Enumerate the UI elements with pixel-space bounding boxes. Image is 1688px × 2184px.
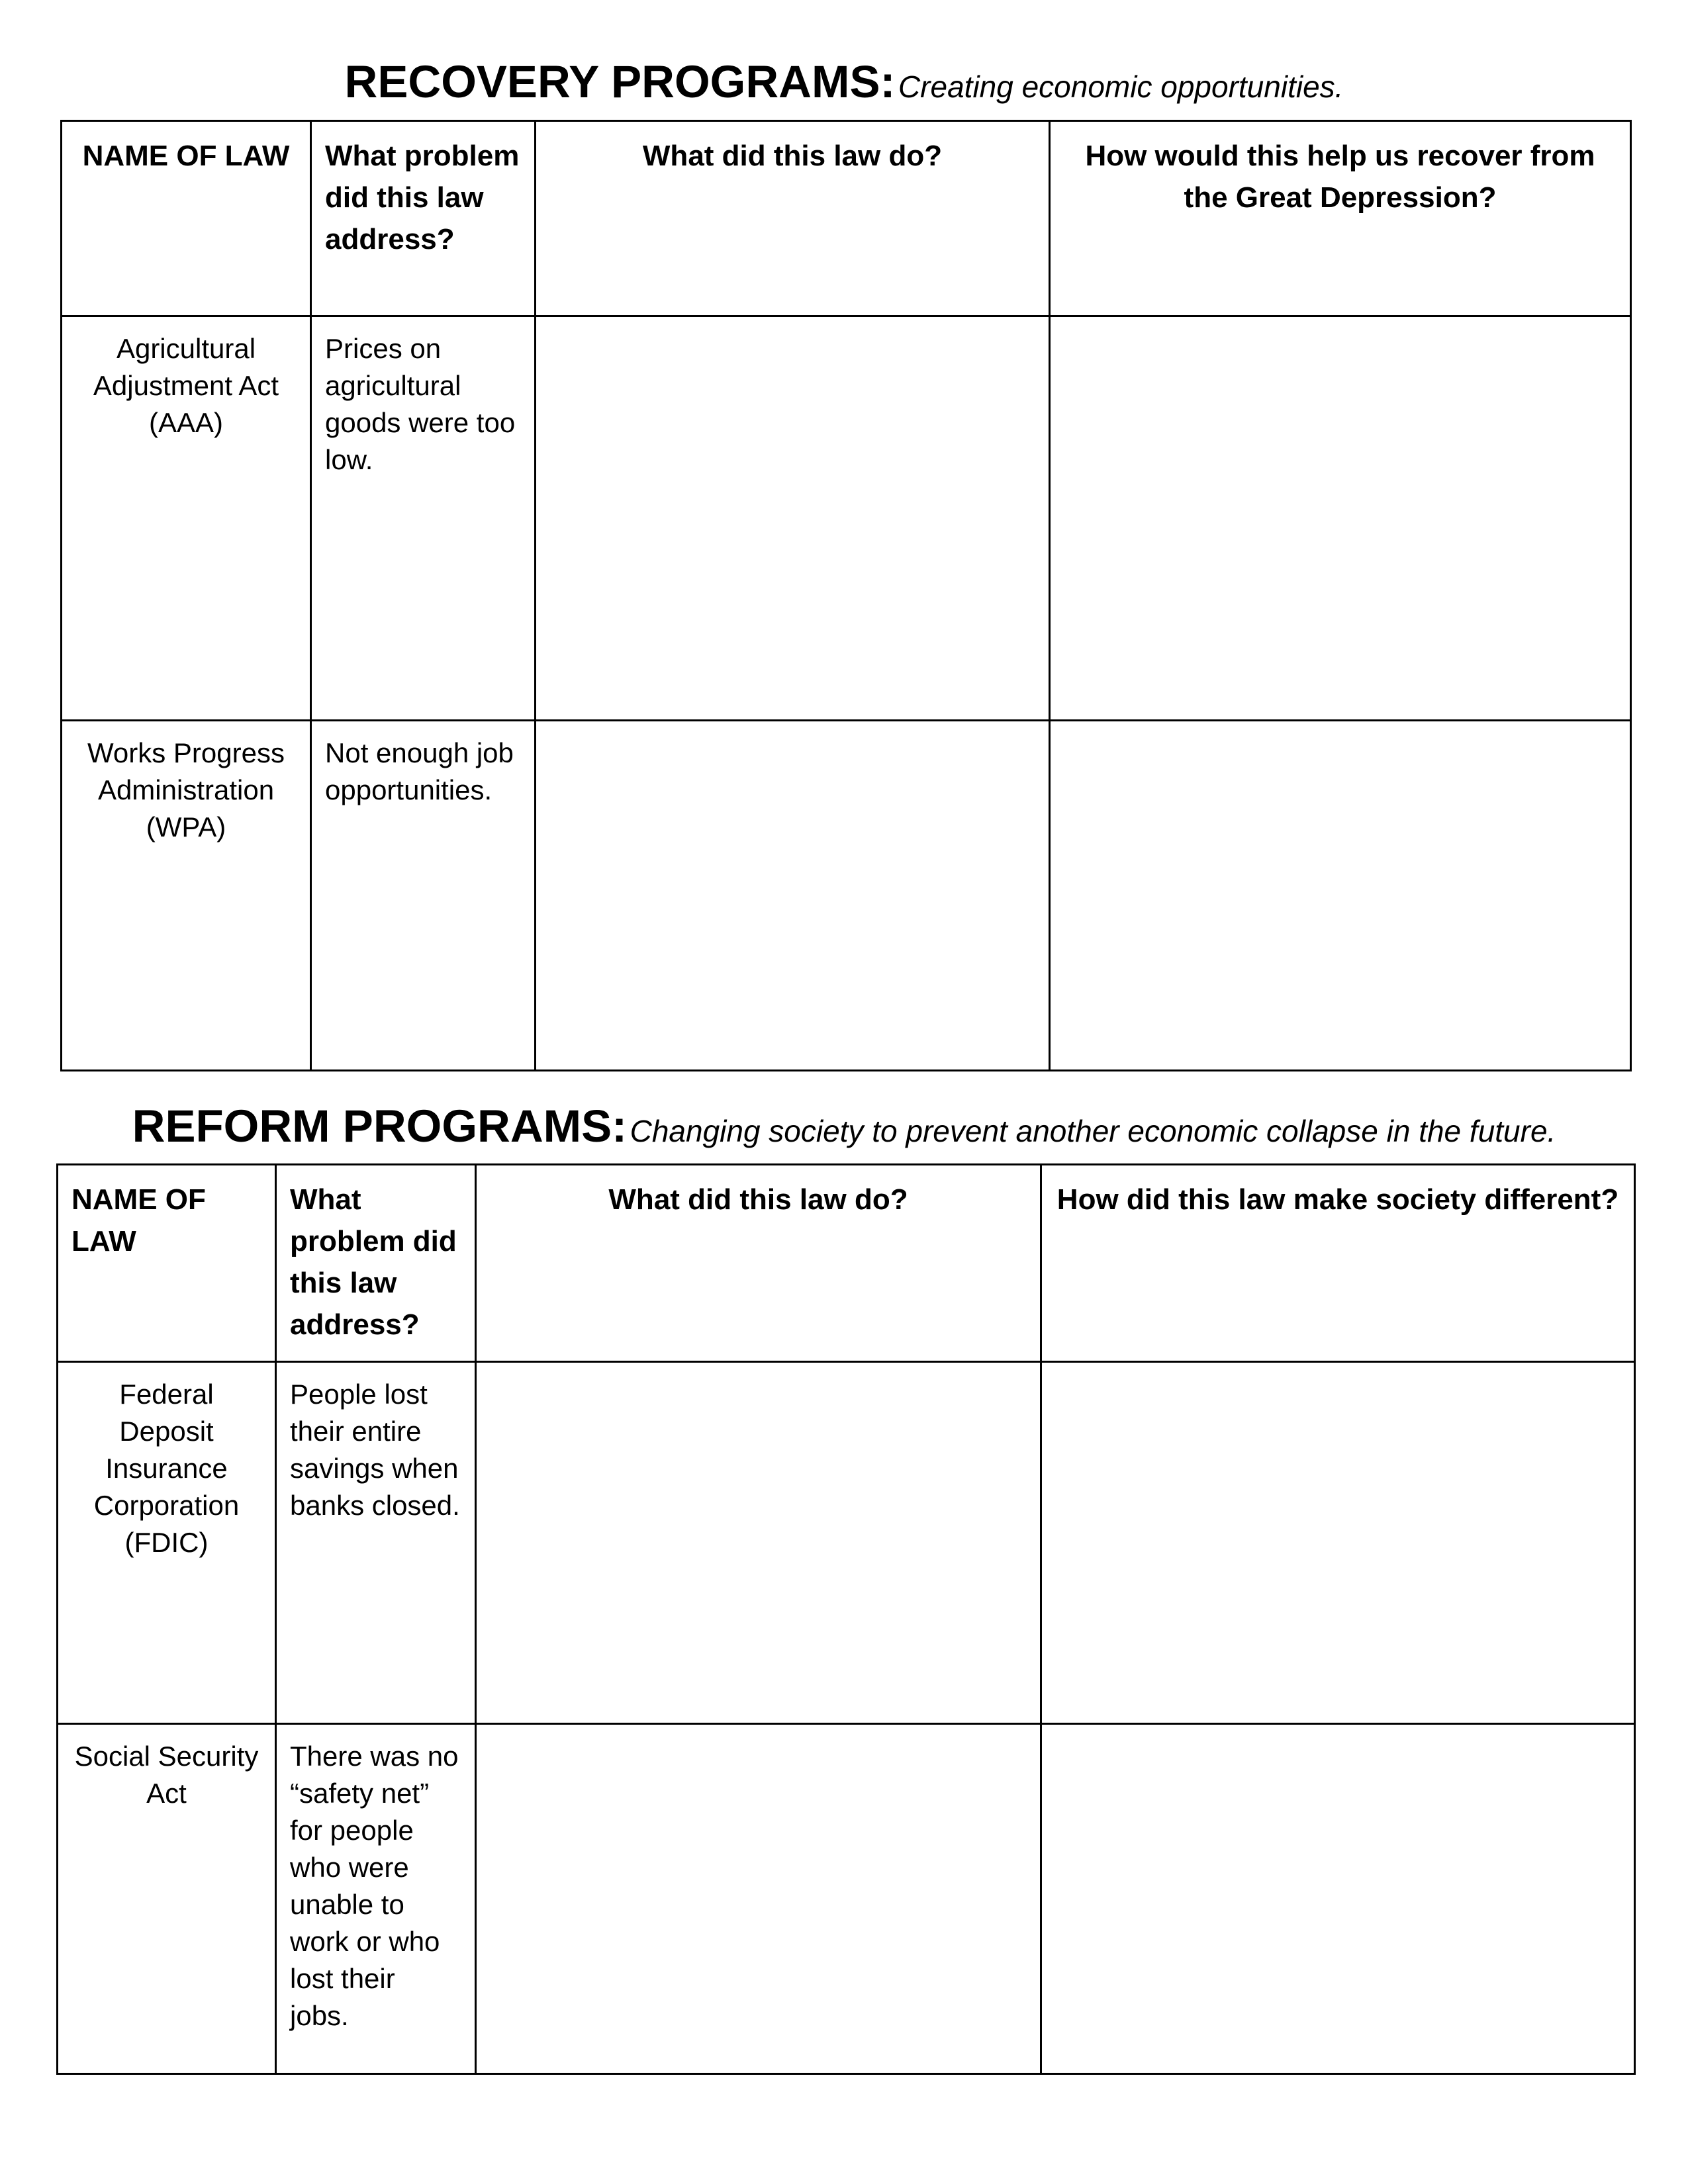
answer-what-cell[interactable] <box>476 1362 1041 1724</box>
recovery-title-subtitle: Creating economic opportunities. <box>898 69 1344 104</box>
reform-title-subtitle: Changing society to prevent another economic collapse in the future. <box>630 1114 1556 1148</box>
answer-how-cell[interactable] <box>1041 1362 1635 1724</box>
answer-how-cell[interactable] <box>1050 721 1631 1071</box>
answer-how-cell[interactable] <box>1041 1724 1635 2074</box>
problem-cell: Prices on agricultural goods were too low. <box>311 316 536 721</box>
header-problem: What problem did this law address? <box>276 1165 476 1362</box>
header-problem: What problem did this law address? <box>311 121 536 316</box>
header-what-did-law-do: What did this law do? <box>476 1165 1041 1362</box>
table-header-row <box>62 121 1631 316</box>
law-name-cell: Agricultural Adjustment Act (AAA) <box>62 316 311 721</box>
law-name-cell: Federal Deposit Insurance Corporation (FDIC) <box>58 1362 276 1724</box>
table-row <box>58 1724 1635 2074</box>
answer-what-cell[interactable] <box>536 316 1050 721</box>
header-how-society-different: How did this law make society different? <box>1041 1165 1635 1362</box>
table-row <box>58 1362 1635 1724</box>
law-name-cell: Works Progress Administration (WPA) <box>62 721 311 1071</box>
recovery-programs-table <box>60 120 1632 1071</box>
answer-how-cell[interactable] <box>1050 316 1631 721</box>
table-header-row <box>58 1165 1635 1362</box>
problem-cell: Not enough job opportunities. <box>311 721 536 1071</box>
table-row <box>62 316 1631 721</box>
recovery-section-title <box>0 56 1688 108</box>
recovery-title-main: RECOVERY PROGRAMS: <box>344 56 896 107</box>
header-name-of-law: NAME OF LAW <box>58 1165 276 1362</box>
law-name-cell: Social Security Act <box>58 1724 276 2074</box>
answer-what-cell[interactable] <box>476 1724 1041 2074</box>
header-what-did-law-do: What did this law do? <box>536 121 1050 316</box>
reform-section-title <box>0 1100 1688 1152</box>
reform-programs-table <box>56 1163 1636 2075</box>
problem-cell: There was no “safety net” for people who were unable to work or who lost their jobs. <box>276 1724 476 2074</box>
problem-cell: People lost their entire savings when banks closed. <box>276 1362 476 1724</box>
header-how-help-recover: How would this help us recover from the Great Depression? <box>1050 121 1631 316</box>
reform-title-main: REFORM PROGRAMS: <box>132 1101 628 1152</box>
answer-what-cell[interactable] <box>536 721 1050 1071</box>
header-name-of-law: NAME OF LAW <box>62 121 311 316</box>
table-row <box>62 721 1631 1071</box>
